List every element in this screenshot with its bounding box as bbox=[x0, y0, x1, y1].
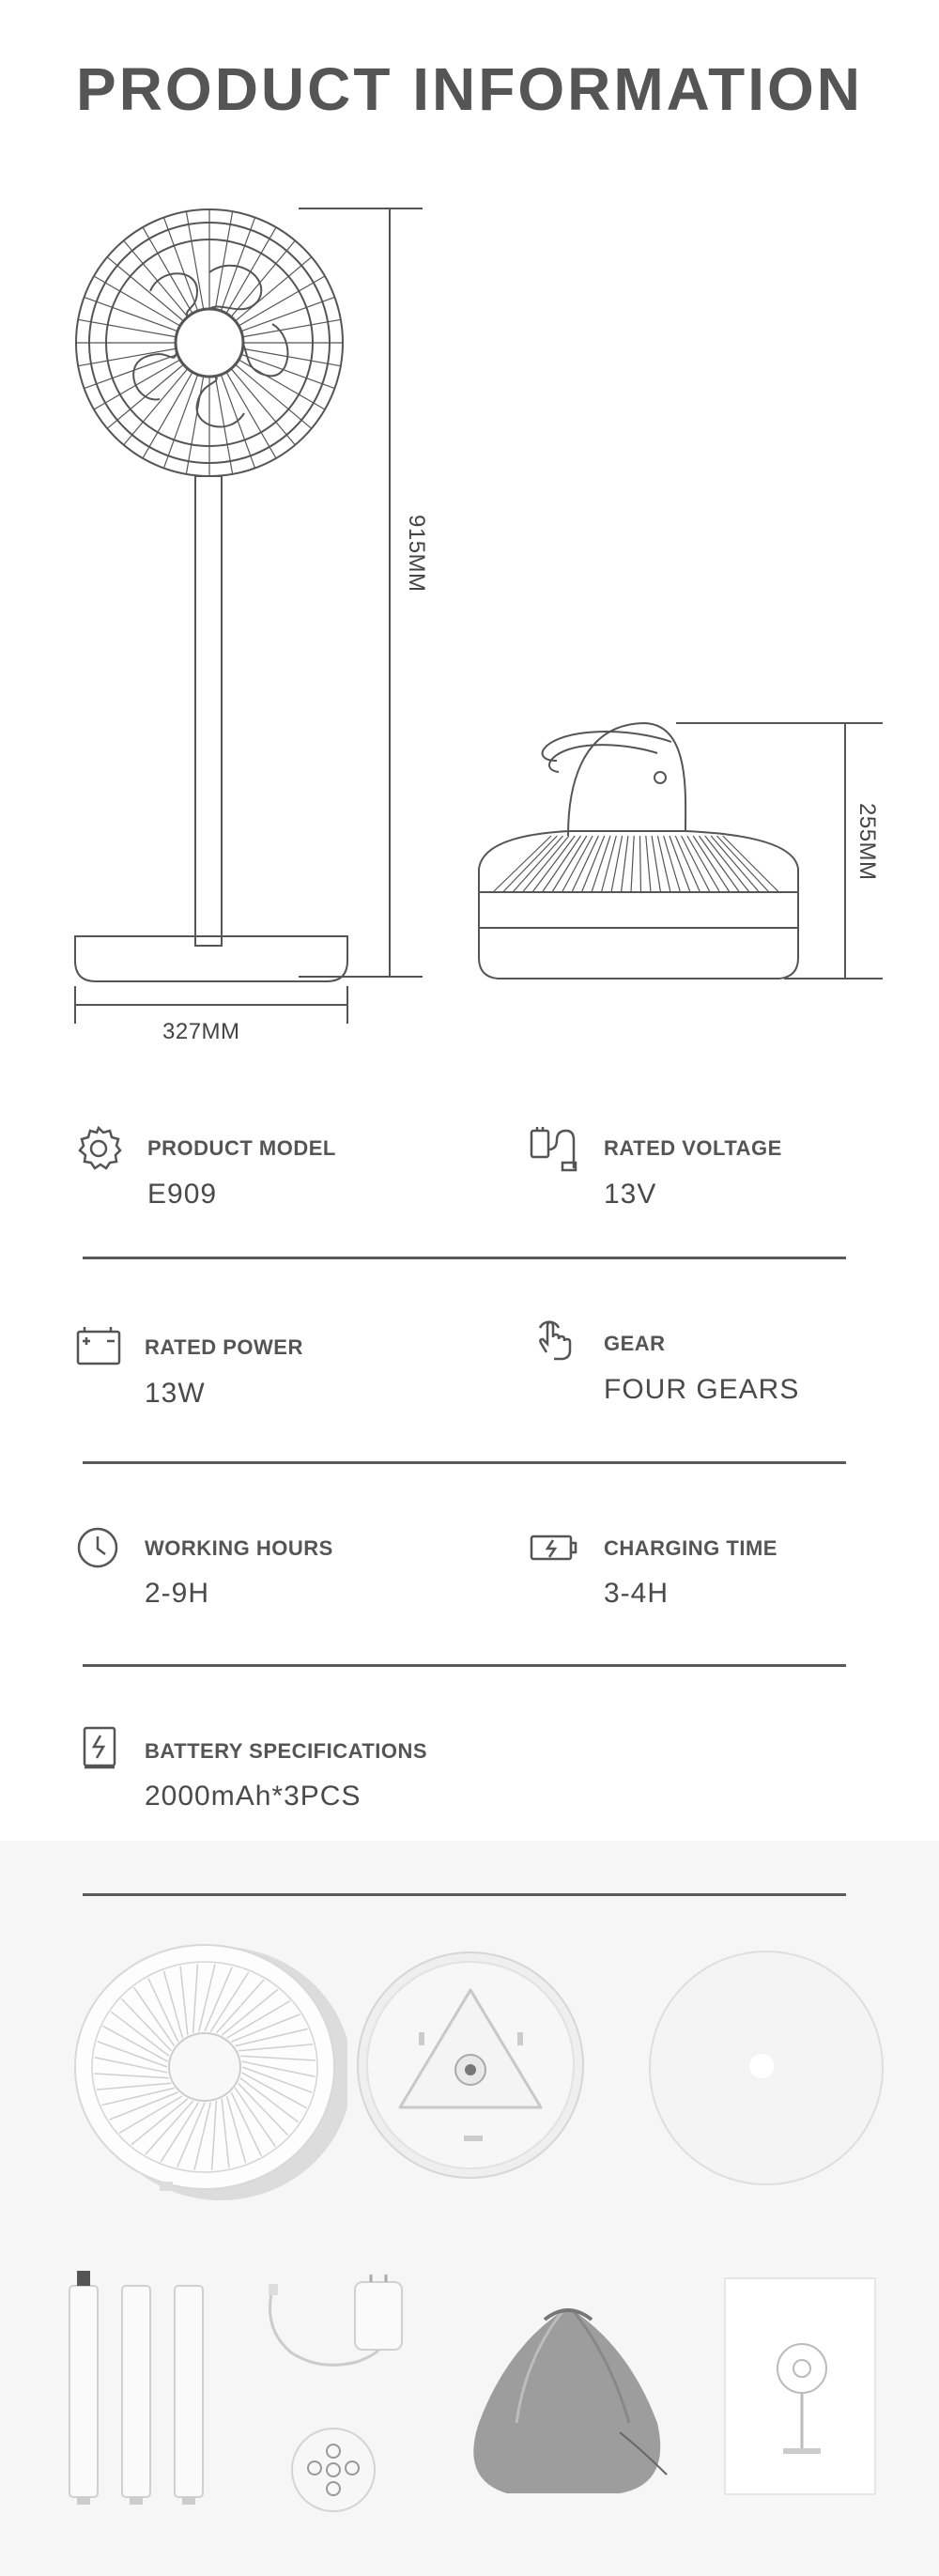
storage-bag-image bbox=[451, 2291, 685, 2507]
spec-label-battery-specifications: BATTERY SPECIFICATIONS bbox=[145, 1739, 428, 1763]
remote-control-image bbox=[286, 2423, 380, 2517]
spec-value-gear: FOUR GEARS bbox=[604, 1374, 800, 1405]
divider bbox=[83, 1893, 846, 1896]
divider bbox=[83, 1257, 846, 1259]
plug-icon bbox=[529, 1125, 579, 1172]
spec-label-gear: GEAR bbox=[604, 1332, 666, 1355]
standing-fan-drawing bbox=[56, 188, 432, 1033]
spec-label-rated-voltage: RATED VOLTAGE bbox=[604, 1136, 782, 1160]
spec-label-rated-power: RATED POWER bbox=[145, 1335, 303, 1359]
pole-sections-image bbox=[66, 2265, 216, 2509]
fan-base-image bbox=[353, 1948, 588, 2183]
spec-value-product-model: E909 bbox=[147, 1179, 218, 1210]
spec-value-rated-power: 13W bbox=[145, 1378, 206, 1409]
clock-icon bbox=[75, 1525, 120, 1570]
fan-head-image bbox=[47, 1942, 347, 2205]
touch-hand-icon bbox=[531, 1315, 577, 1362]
divider bbox=[83, 1461, 846, 1464]
base-width-label: 327MM bbox=[162, 1019, 240, 1044]
spec-value-charging-time: 3-4H bbox=[604, 1578, 670, 1609]
page-title: PRODUCT INFORMATION bbox=[76, 55, 863, 123]
folded-fan-drawing bbox=[474, 704, 887, 995]
height-folded-label: 255MM bbox=[854, 803, 880, 881]
base-cover-disc-image bbox=[644, 1946, 888, 2190]
spec-value-rated-voltage: 13V bbox=[604, 1179, 657, 1210]
height-standing-label: 915MM bbox=[404, 515, 429, 593]
charger-adapter-image bbox=[254, 2273, 413, 2395]
charging-icon bbox=[529, 1529, 579, 1566]
gear-icon bbox=[75, 1124, 122, 1171]
battery-pack-icon bbox=[81, 1724, 118, 1771]
spec-value-battery-specifications: 2000mAh*3PCS bbox=[145, 1781, 362, 1812]
spec-value-working-hours: 2-9H bbox=[145, 1578, 210, 1609]
spec-label-product-model: PRODUCT MODEL bbox=[147, 1136, 336, 1160]
spec-label-working-hours: WORKING HOURS bbox=[145, 1536, 333, 1560]
divider bbox=[83, 1664, 846, 1667]
manual-image bbox=[721, 2275, 881, 2500]
battery-icon bbox=[75, 1324, 124, 1367]
spec-label-charging-time: CHARGING TIME bbox=[604, 1536, 777, 1560]
